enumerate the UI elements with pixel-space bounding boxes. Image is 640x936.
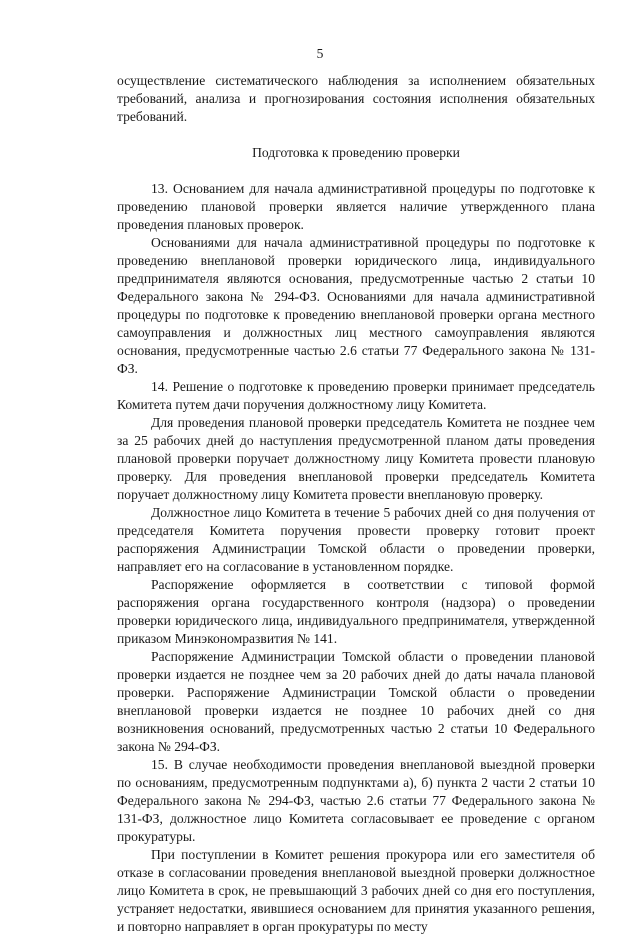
paragraph-14: 14. Решение о подготовке к проведению проверки принимает председатель Комитета путем дачи поручения должностному лицу Комитета. <box>117 379 595 412</box>
intro-paragraph: осуществление систематического наблюдения за исполнением обязательных требований, анализа и прогнозирования состояния исполнения обязательных требований. <box>117 73 595 124</box>
paragraph-14-official: Должностное лицо Комитета в течение 5 рабочих дней со дня получения от председателя Комитета поручения провести проверку готовит проект распоряжения Администрации Томской области о проведении проверки, направляет его на согласование в установленном порядке. <box>117 505 595 574</box>
paragraph-13-grounds: Основаниями для начала административной процедуры по подготовке к проведению внеплановой проверки юридического лица, индивидуального предпринимателя являются основания, предусмотренные частью 2 статьи 10 Федерального закона № 294-ФЗ. Основаниями для начала административной процедуры по подготовке к проведению внеплановой проверки органа местного самоуправления и должностных лиц местного самоуправления являются основания, предусмотренные частью 2.6 статьи 77 Федерального закона № 131-ФЗ. <box>117 235 595 376</box>
paragraph-15-refusal: При поступлении в Комитет решения прокурора или его заместителя об отказе в согласовании проведения внеплановой выездной проверки должностное лицо Комитета в срок, не превышающий 3 рабочих дней со дня его поступления, устраняет недостатки, явившиеся основанием для принятия указанного решения, и повторно направляет в орган прокуратуры по месту <box>117 847 595 934</box>
paragraph-14-planned: Для проведения плановой проверки председатель Комитета не позднее чем за 25 рабочих дней до наступления предусмотренной планом даты проведения плановой проверки поручает должностному лицу Комитета провести плановую проверку. Для проведения внеплановой проверки председатель Комитета поручает должностному лицу Комитета провести внеплановую проверку. <box>117 415 595 502</box>
paragraph-14-order-timing: Распоряжение Администрации Томской области о проведении плановой проверки издается не позднее чем за 20 рабочих дней до даты начала плановой проверки. Распоряжение Администрации Томской области о проведении внеплановой проверки издается не позднее 10 рабочих дней со дня возникновения оснований, предусмотренных частью 2 статьи 10 Федерального закона № 294-ФЗ. <box>117 649 595 754</box>
section-heading: Подготовка к проведению проверки <box>252 145 460 160</box>
paragraph-14-order-form: Распоряжение оформляется в соответствии с типовой формой распоряжения органа государственного контроля (надзора) о проведении проверки юридического лица, индивидуального предпринимателя, утвержденной приказом Минэкономразвития № 141. <box>117 577 595 646</box>
document-body <box>117 72 595 936</box>
paragraph-15: 15. В случае необходимости проведения внеплановой выездной проверки по основаниям, предусмотренным подпунктами а), б) пункта 2 части 2 статьи 10 Федерального закона № 294-ФЗ, частью 2.6 статьи 77 Федерального закона № 131-ФЗ, должностное лицо Комитета согласовывает ее проведение с органом прокуратуры. <box>117 757 595 844</box>
page-number: 5 <box>316 46 324 61</box>
paragraph-13: 13. Основанием для начала административной процедуры по подготовке к проведению плановой проверки является наличие утвержденного плана проведения плановых проверок. <box>117 181 595 232</box>
